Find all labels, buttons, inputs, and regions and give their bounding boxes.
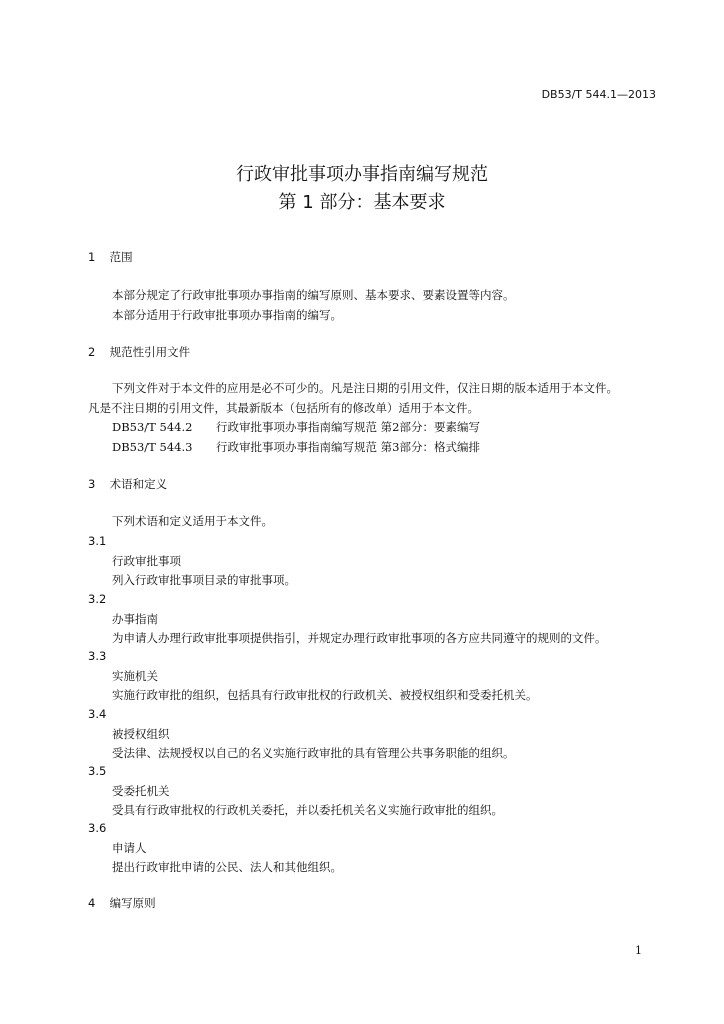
section-title: 范围: [109, 250, 133, 264]
paragraph: 下列术语和定义适用于本文件。: [112, 514, 273, 528]
paragraph: 下列文件对于本文件的应用是必不可少的。凡是注日期的引用文件，仅注日期的版本适用于本文件。: [112, 381, 618, 395]
reference-item: [112, 439, 480, 455]
document-subtitle: 第 1 部分：基本要求: [278, 192, 446, 213]
section-title: 编写原则: [109, 896, 156, 910]
reference-item: [112, 419, 480, 435]
document-title: 行政审批事项办事指南编写规范: [236, 164, 488, 185]
reference-code: DB53/T 544.3: [112, 440, 193, 454]
paragraph: 本部分适用于行政审批事项办事指南的编写。: [112, 308, 342, 322]
section-title: 术语和定义: [109, 477, 168, 491]
term-definition: 提出行政审批申请的公民、法人和其他组织。: [112, 860, 342, 874]
reference-code: DB53/T 544.2: [112, 420, 193, 434]
term-number: 3.5: [88, 764, 107, 778]
term-definition: 实施行政审批的组织，包括具有行政审批权的行政机关、被授权组织和受委托机关。: [112, 688, 538, 702]
standard-number: DB53/T 544.1—2013: [541, 88, 656, 101]
term-definition: 受法律、法规授权以自己的名义实施行政审批的具有管理公共事务职能的组织。: [112, 746, 515, 760]
term-name: 申请人: [112, 841, 147, 855]
term-definition: 为申请人办理行政审批事项提供指引，并规定办理行政审批事项的各方应共同遵守的规则的文件。: [112, 631, 607, 645]
section-number: 4: [88, 896, 96, 910]
term-name: 办事指南: [112, 612, 158, 626]
term-number: 3.4: [88, 707, 107, 721]
page-number: 1: [635, 944, 642, 957]
reference-title: 行政审批事项办事指南编写规范 第3部分：格式编排: [216, 440, 480, 454]
section-heading: [88, 344, 190, 360]
paragraph: 凡是不注日期的引用文件，其最新版本（包括所有的修改单）适用于本文件。: [88, 401, 479, 415]
term-number: 3.6: [88, 821, 107, 835]
section-number: 2: [88, 345, 96, 359]
term-number: 3.2: [88, 592, 107, 606]
section-heading: [88, 249, 133, 265]
section-title: 规范性引用文件: [109, 345, 191, 359]
term-definition: 受具有行政审批权的行政机关委托，并以委托机关名义实施行政审批的组织。: [112, 803, 503, 817]
term-name: 被授权组织: [112, 727, 170, 741]
term-name: 受委托机关: [112, 784, 170, 798]
term-number: 3.3: [88, 649, 107, 663]
section-heading: [88, 895, 156, 911]
term-definition: 列入行政审批事项目录的审批事项。: [112, 573, 296, 587]
reference-title: 行政审批事项办事指南编写规范 第2部分：要素编写: [216, 420, 480, 434]
section-number: 3: [88, 477, 96, 491]
term-name: 实施机关: [112, 669, 158, 683]
term-number: 3.1: [88, 534, 107, 548]
section-number: 1: [88, 250, 96, 264]
section-heading: [88, 476, 167, 492]
term-name: 行政审批事项: [112, 554, 181, 568]
paragraph: 本部分规定了行政审批事项办事指南的编写原则、基本要求、要素设置等内容。: [112, 288, 515, 302]
